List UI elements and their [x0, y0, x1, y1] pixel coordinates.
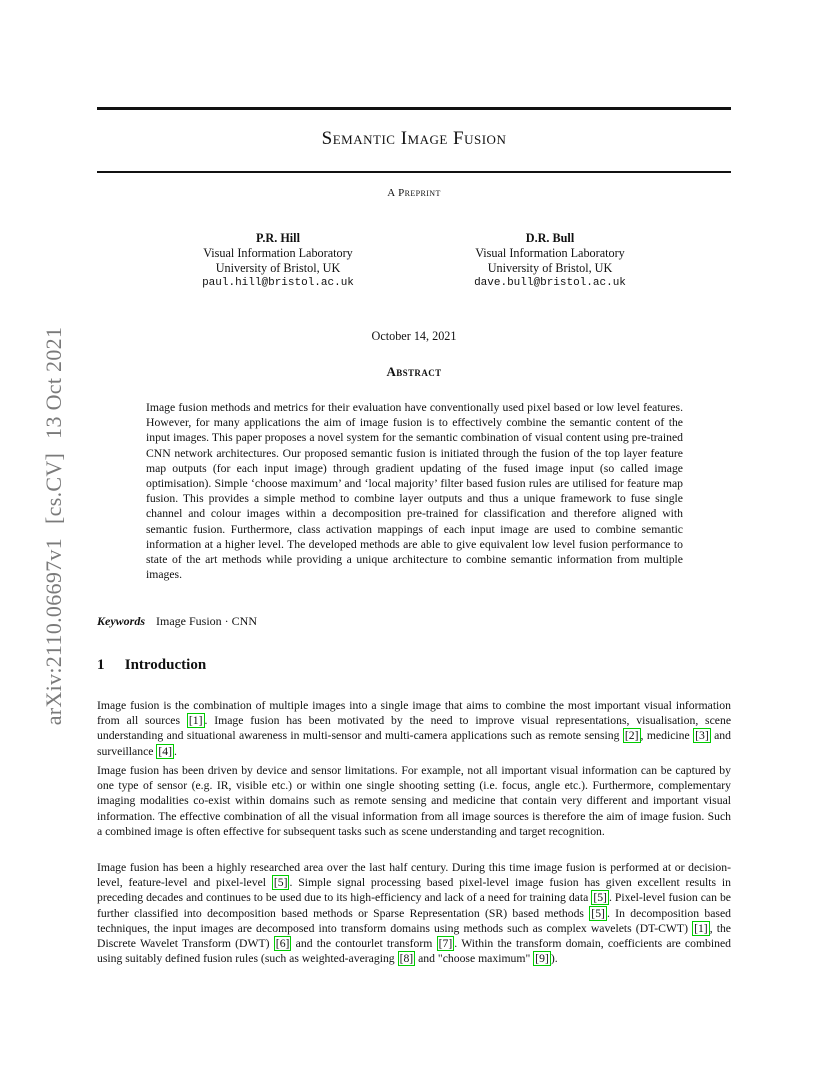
text-run: Image fusion is the combination of multiple images into a single image that aims to combine the most important visual information from all sources [97, 699, 731, 728]
citation-link[interactable]: [2] [624, 729, 639, 743]
arxiv-date: 13 Oct 2021 [41, 326, 66, 439]
citation-link[interactable]: [1] [694, 921, 708, 935]
text-run: and "choose maximum" [415, 952, 534, 966]
text-run: . Simple signal processing based pixel-level image fusion has given excellent results in preceding decades and continues to be used due to its high-efficiency and lack of a need for training data [97, 876, 731, 905]
author-email[interactable]: paul.hill@bristol.ac.uk [202, 277, 354, 289]
intro-paragraph-3 [97, 860, 731, 966]
citation-link[interactable]: [5] [593, 891, 607, 905]
keywords-line [97, 614, 731, 629]
intro-paragraph-2: Image fusion has been driven by device and sensor limitations. For example, not all important visual information can be captured by one type of sensor (e.g. IR, visible etc.) or within one single shooting setting (i.e. focus, angle etc.). Furthermore, complementary imaging modalities co-exist within domains such as remote sensing and medicine that contain very different and important visual information. The effective combination of all the visual information from all image sources is therefore the aim of image fusion. Such a combined image is often effective for subsequent tasks such as scene understanding and target recognition. [97, 764, 731, 838]
citation-link[interactable]: [6] [275, 937, 290, 951]
arxiv-stamp [41, 327, 67, 726]
author-email[interactable]: dave.bull@bristol.ac.uk [474, 277, 626, 289]
paper-title: Semantic Image Fusion [321, 128, 507, 149]
title-rule-bottom [97, 171, 731, 173]
arxiv-category: [cs.CV] [41, 452, 66, 524]
author-block-bull [450, 231, 650, 291]
text-run: . [174, 744, 177, 758]
citation-link[interactable]: [3] [695, 729, 709, 743]
text-run: . Pixel-level fusion can be further classified into decomposition based methods or Sparse Representation (SR) based methods [97, 891, 731, 920]
paper-date: October 14, 2021 [371, 329, 457, 343]
author-institution: University of Bristol, UK [487, 261, 613, 275]
author-affiliation: Visual Information Laboratory [203, 246, 353, 260]
section-number: 1 [97, 657, 105, 673]
text-run: and the contourlet transform [291, 937, 437, 951]
intro-paragraph-1 [97, 698, 731, 759]
author-name: D.R. Bull [525, 231, 575, 245]
arxiv-id[interactable]: arXiv:2110.06697v1 [41, 537, 66, 726]
title-rule-top [97, 107, 731, 110]
preprint-label: A Preprint [387, 187, 441, 199]
keywords-label: Keywords [97, 614, 145, 628]
citation-link[interactable]: [7] [438, 937, 453, 951]
text-run: ). [550, 952, 558, 966]
section-title: Introduction [124, 657, 207, 673]
section-heading-introduction [97, 657, 731, 674]
citation-link[interactable]: [1] [188, 714, 203, 728]
keywords-value: Image Fusion · CNN [156, 614, 257, 628]
abstract-heading: Abstract [386, 364, 442, 379]
citation-link[interactable]: [5] [591, 906, 605, 920]
text-run: . Image fusion has been motivated by the need to improve visual representations, visualisation, scene understanding and situational awareness in multi-sensor and multi-camera applications such as remote sensing [97, 714, 732, 743]
text-run: . Within the transform domain, coefficients are combined using suitably defined fusion rules (such as weighted-averaging [97, 937, 731, 966]
abstract-text: Image fusion methods and metrics for their evaluation have conventionally used pixel based or low level features. However, for many applications the aim of image fusion is to effectively combine the semantic content of the input images. This paper proposes a novel system for the semantic combination of visual content using pre-trained CNN network architectures. Our proposed semantic fusion is initiated through the fusion of the top layer feature map outputs (for each input image) through gradient updating of the fused image input (so called image optimisation). Simple ‘choose maximum’ and ‘local majority’ filter based fusion rules are utilised for feature map fusion. This provides a simple method to combine layer outputs and thus a unique framework to fuse single channel and colour images within a decomposition pre-trained for classification and therefore aligned with semantic fusion. Furthermore, class activation mappings of each input image are used to combine semantic information at a higher level. The developed methods are able to give equivalent low level fusion performance to state of the art methods while providing a unique architecture to combine semantic information from multiple images. [146, 401, 683, 582]
author-name: P.R. Hill [256, 231, 300, 245]
citation-link[interactable]: [5] [273, 876, 288, 890]
author-affiliation: Visual Information Laboratory [475, 246, 625, 260]
author-block-hill [178, 231, 378, 291]
citation-link[interactable]: [8] [399, 952, 414, 966]
citation-link[interactable]: [9] [535, 952, 549, 966]
text-run: and surveillance [97, 729, 731, 758]
text-run: , medicine [640, 729, 694, 743]
text-run: , the Discrete Wavelet Transform (DWT) [97, 921, 731, 951]
text-run: Image fusion has been a highly researched area over the last half century. During this time image fusion is performed at or decision-level, feature-level and pixel-level [97, 861, 731, 890]
author-institution: University of Bristol, UK [215, 261, 341, 275]
citation-link[interactable]: [4] [158, 744, 173, 758]
text-run: . In decomposition based techniques, the input images are decomposed into transform domains using methods such as complex wavelets (DT-CWT) [97, 906, 731, 935]
